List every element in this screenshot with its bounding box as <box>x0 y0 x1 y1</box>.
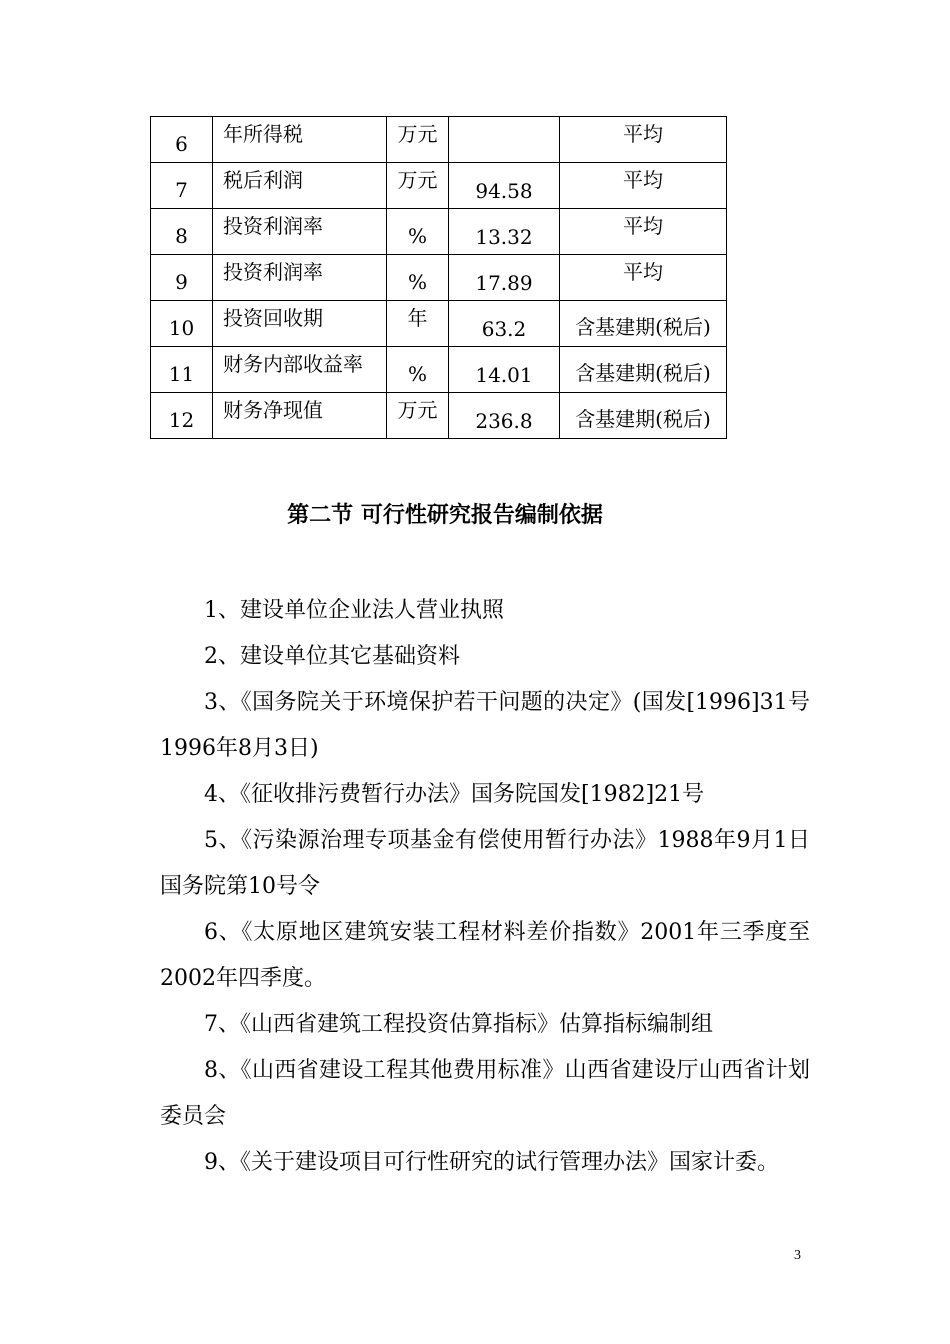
row-number: 11 <box>151 347 213 393</box>
row-unit: 万元 <box>387 117 449 163</box>
list-item: 5、《污染源治理专项基金有偿使用暂行办法》1988年9月1日国务院第10号令 <box>160 828 810 899</box>
row-value: 17.89 <box>449 255 560 301</box>
basis-list <box>160 588 810 1186</box>
row-value: 94.58 <box>449 163 560 209</box>
list-item: 8、《山西省建设工程其他费用标准》山西省建设厅山西省计划委员会 <box>160 1058 810 1129</box>
row-item: 财务内部收益率 <box>213 347 387 393</box>
page-number: 3 <box>794 1248 801 1263</box>
row-item: 投资回收期 <box>213 301 387 347</box>
table-row <box>151 347 727 393</box>
list-item: 1、建设单位企业法人营业执照 <box>204 598 504 623</box>
list-item: 6、《太原地区建筑安装工程材料差价指数》2001年三季度至2002年四季度。 <box>160 920 810 991</box>
row-unit: 万元 <box>387 163 449 209</box>
row-value <box>449 117 560 163</box>
row-unit: % <box>387 209 449 255</box>
table-row <box>151 255 727 301</box>
list-item: 4、《征收排污费暂行办法》国务院国发[1982]21号 <box>204 782 705 807</box>
row-item: 年所得税 <box>213 117 387 163</box>
list-item: 3、《国务院关于环境保护若干问题的决定》(国发[1996]31号 1996年8月3日) <box>160 690 810 761</box>
section-heading: 第二节 可行性研究报告编制依据 <box>287 503 603 528</box>
list-item: 9、《关于建设项目可行性研究的试行管理办法》国家计委。 <box>204 1150 779 1175</box>
row-number: 7 <box>151 163 213 209</box>
row-note: 含基建期(税后) <box>560 301 727 347</box>
row-value: 14.01 <box>449 347 560 393</box>
row-note: 平均 <box>560 209 727 255</box>
table-row <box>151 301 727 347</box>
row-unit: 年 <box>387 301 449 347</box>
row-unit: % <box>387 347 449 393</box>
row-number: 6 <box>151 117 213 163</box>
row-number: 8 <box>151 209 213 255</box>
row-unit: 万元 <box>387 393 449 439</box>
row-note: 含基建期(税后) <box>560 393 727 439</box>
row-note: 含基建期(税后) <box>560 347 727 393</box>
row-note: 平均 <box>560 117 727 163</box>
row-number: 12 <box>151 393 213 439</box>
table-row <box>151 393 727 439</box>
row-note: 平均 <box>560 255 727 301</box>
table-row <box>151 163 727 209</box>
row-number: 9 <box>151 255 213 301</box>
row-item: 财务净现值 <box>213 393 387 439</box>
row-unit: % <box>387 255 449 301</box>
list-item: 7、《山西省建筑工程投资估算指标》估算指标编制组 <box>204 1012 713 1037</box>
list-item: 2、建设单位其它基础资料 <box>204 644 460 669</box>
row-value: 63.2 <box>449 301 560 347</box>
indicator-table <box>150 116 727 439</box>
row-value: 13.32 <box>449 209 560 255</box>
row-item: 投资利润率 <box>213 209 387 255</box>
table-row <box>151 117 727 163</box>
row-number: 10 <box>151 301 213 347</box>
row-item: 税后利润 <box>213 163 387 209</box>
row-item: 投资利润率 <box>213 255 387 301</box>
table-row <box>151 209 727 255</box>
row-value: 236.8 <box>449 393 560 439</box>
row-note: 平均 <box>560 163 727 209</box>
